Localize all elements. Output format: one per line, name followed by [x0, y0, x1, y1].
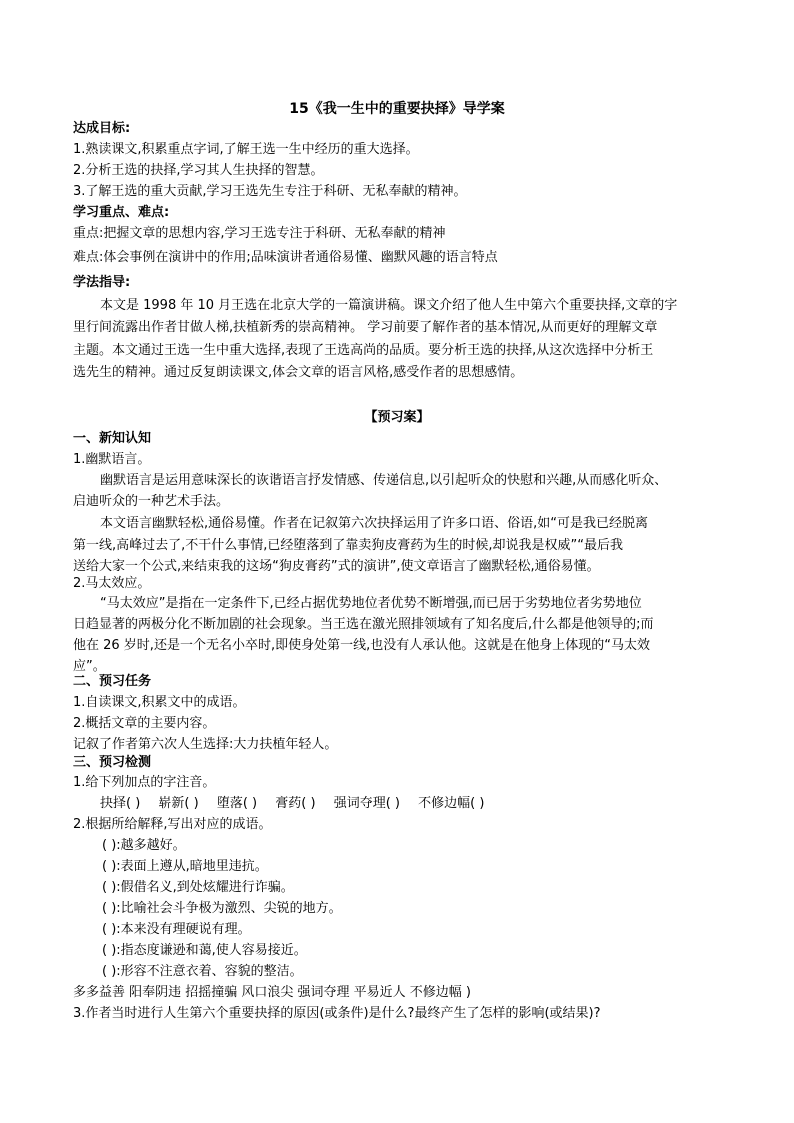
section-heading: 三、预习检测 — [73, 755, 152, 770]
idiom-blank[interactable]: ( ) — [102, 880, 117, 895]
idiom-row — [102, 859, 268, 875]
method-paragraph-line: 里行间流露出作者甘做人梯,扶植新秀的崇高精神。 学习前要了解作者的基本情况,从而更好的理解文章 — [73, 320, 658, 335]
paragraph-line: 幽默语言是运用意味深长的诙谐语言抒发情感、传递信息,以引起听众的快慰和兴趣,从而感化听众、 — [100, 473, 668, 488]
idiom-definition: :假借名义,到处炫耀进行诈骗。 — [116, 880, 294, 895]
pinyin-word[interactable]: 崭新( ) — [158, 796, 199, 811]
idiom-options: 多多益善 阳奉阴违 招摇撞骗 风口浪尖 强词夺理 平易近人 不修边幅 ) — [73, 985, 471, 1000]
idiom-definition: :指态度谦逊和蔼,使人容易接近。 — [116, 943, 307, 958]
paragraph-line: 启迪听众的一种艺术手法。 — [73, 494, 230, 509]
pinyin-word[interactable]: 堕落( ) — [216, 796, 258, 811]
idiom-row — [102, 880, 294, 896]
paragraph-line: 第一线,高峰过去了,不干什么事情,已经堕落到了靠卖狗皮膏药为生的时候,却说我是权威”“最后我 — [73, 538, 623, 553]
idiom-definition: :表面上遵从,暗地里违抗。 — [116, 859, 268, 874]
page-title: 15《我一生中的重要抉择》导学案 — [289, 101, 505, 117]
key-point-text: 重点:把握文章的思想内容,学习王选专注于科研、无私奉献的精神 — [73, 226, 446, 241]
goal-item: 1.熟读课文,积累重点字词,了解王选一生中经历的重大选择。 — [73, 142, 419, 157]
pinyin-word-row — [100, 796, 484, 812]
key-points-heading: 学习重点、难点: — [73, 205, 170, 220]
question: 1.给下列加点的字注音。 — [73, 775, 216, 790]
section-heading: 二、预习任务 — [73, 674, 152, 689]
idiom-definition: :越多越好。 — [116, 838, 186, 853]
idiom-blank[interactable]: ( ) — [102, 901, 117, 916]
goals-heading: 达成目标: — [73, 121, 131, 136]
method-paragraph-line: 本文是 1998 年 10 月王选在北京大学的一篇演讲稿。课文介绍了他人生中第六个重要抉择,文章的字 — [100, 298, 678, 313]
idiom-definition: :本来没有理硬说有理。 — [116, 922, 251, 937]
idiom-blank[interactable]: ( ) — [102, 838, 117, 853]
idiom-definition: :形容不注意衣着、容貌的整洁。 — [116, 964, 303, 979]
paragraph-line: 应”。 — [73, 659, 106, 674]
idiom-blank[interactable]: ( ) — [102, 859, 117, 874]
idiom-row — [102, 922, 251, 938]
method-paragraph-line: 主题。本文通过王选一生中重大选择,表现了王选高尚的品质。要分析王选的抉择,从这次选择中分析王 — [73, 343, 654, 358]
task-item: 1.自读课文,积累文中的成语。 — [73, 695, 246, 710]
idiom-blank[interactable]: ( ) — [102, 943, 117, 958]
question: 3.作者当时进行人生第六个重要抉择的原因(或条件)是什么?最终产生了怎样的影响(或结果)? — [73, 1006, 601, 1021]
task-item: 2.概括文章的主要内容。 — [73, 716, 216, 731]
idiom-definition: :比喻社会斗争极为激烈、尖锐的地方。 — [116, 901, 342, 916]
idiom-row — [102, 964, 303, 980]
pinyin-word[interactable]: 不修边幅( ) — [418, 796, 485, 811]
section-heading: 一、新知认知 — [73, 431, 152, 446]
idiom-row — [102, 943, 307, 959]
paragraph-line: “马太效应”是指在一定条件下,已经占据优势地位者优势不断增强,而已居于劣势地位者劣势地位 — [100, 596, 642, 611]
paragraph-line: 他在 26 岁时,还是一个无名小卒时,即使身处第一线,也没有人承认他。这就是在他身上体现的“马太效 — [73, 638, 650, 653]
idiom-row — [102, 901, 342, 917]
paragraph-line: 本文语言幽默轻松,通俗易懂。作者在记叙第六次抉择运用了许多口语、俗语,如“可是我已经脱离 — [100, 516, 649, 531]
idiom-blank[interactable]: ( ) — [102, 964, 117, 979]
goal-item: 3.了解王选的重大贡献,学习王选先生专注于科研、无私奉献的精神。 — [73, 184, 467, 199]
paragraph-line: 日趋显著的两极分化不断加剧的社会现象。当王选在激光照排领域有了知名度后,什么都是他领导的;而 — [73, 617, 654, 632]
item-title: 1.幽默语言。 — [73, 452, 151, 467]
method-paragraph-line: 选先生的精神。通过反复朗读课文,体会文章的语言风格,感受作者的思想感情。 — [73, 365, 524, 380]
paragraph-line: 送给大家一个公式,来结束我的这场“狗皮膏药”式的演讲”,使文章语言了幽默轻松,通俗易懂。 — [73, 559, 600, 574]
pinyin-word[interactable]: 强词夺理( ) — [333, 796, 400, 811]
difficulty-text: 难点:体会事例在演讲中的作用;品味演讲者通俗易懂、幽默风趣的语言特点 — [73, 250, 498, 265]
pinyin-word[interactable]: 膏药( ) — [275, 796, 316, 811]
idiom-blank[interactable]: ( ) — [102, 922, 117, 937]
pinyin-word[interactable]: 抉择( ) — [100, 796, 141, 811]
preview-heading: 【预习案】 — [364, 410, 430, 425]
question: 2.根据所给解释,写出对应的成语。 — [73, 817, 272, 832]
method-heading: 学法指导: — [73, 275, 131, 290]
goal-item: 2.分析王选的抉择,学习其人生抉择的智慧。 — [73, 163, 324, 178]
task-item: 记叙了作者第六次人生选择:大力扶植年轻人。 — [73, 737, 338, 752]
idiom-row — [102, 838, 186, 854]
item-title: 2.马太效应。 — [73, 576, 151, 591]
